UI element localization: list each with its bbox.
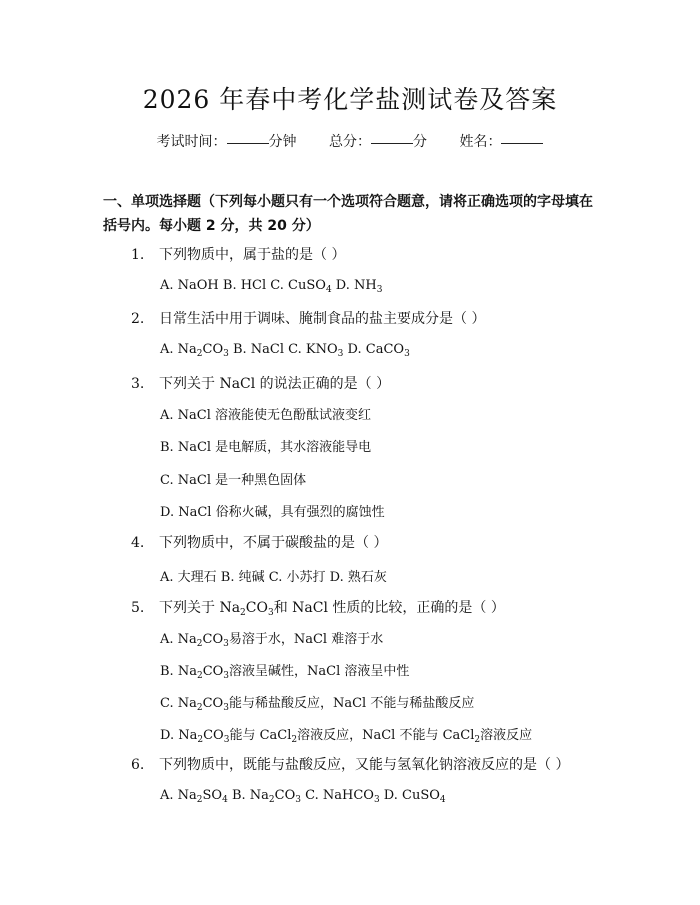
subscript: 4 xyxy=(325,285,332,295)
subscript: 2 xyxy=(196,671,203,681)
question-text: 下列物质中，不属于碳酸盐的是（ ） xyxy=(159,535,388,551)
question-text: 日常生活中用于调味、腌制食品的盐主要成分是（ ） xyxy=(159,311,486,327)
question-1 xyxy=(131,244,345,264)
subscript: 2 xyxy=(197,735,204,745)
subscript: 2 xyxy=(268,795,275,805)
question-number: 4. xyxy=(131,535,145,551)
question-3-option-a: A. NaCl 溶液能使无色酚酞试液变红 xyxy=(160,408,372,423)
question-4-options: A. 大理石 B. 纯碱 C. 小苏打 D. 熟石灰 xyxy=(160,570,387,585)
question-5 xyxy=(131,597,505,617)
question-3 xyxy=(131,373,390,393)
option-text: A. NaOH B. HCl C. CuSO xyxy=(160,278,326,293)
option-text: B. NaCl C. KNO xyxy=(228,342,338,357)
question-5-option-c xyxy=(160,692,474,711)
option-text: CO xyxy=(203,728,224,743)
option-text: 易溶于水，NaCl 难溶于水 xyxy=(228,632,384,647)
option-text: A. Na xyxy=(160,342,197,357)
subscript: 3 xyxy=(373,795,380,805)
subscript: 4 xyxy=(439,795,446,805)
score-unit: 分 xyxy=(413,134,427,150)
question-number: 6. xyxy=(131,757,145,773)
subscript: 3 xyxy=(223,703,229,713)
subscript: 2 xyxy=(240,608,246,618)
question-6 xyxy=(131,754,569,774)
name-blank[interactable] xyxy=(501,142,543,144)
option-text: 能与 CaCl xyxy=(229,728,292,743)
question-text: 和 NaCl 性质的比较，正确的是（ ） xyxy=(273,600,505,616)
question-text: 下列关于 NaCl 的说法正确的是（ ） xyxy=(159,376,391,392)
subscript: 2 xyxy=(196,703,203,713)
option-text: 能与稀盐酸反应，NaCl 不能与稀盐酸反应 xyxy=(228,696,475,711)
question-text: 下列物质中，属于盐的是（ ） xyxy=(159,247,346,263)
exam-time-field xyxy=(157,134,297,150)
option-text: D. CaCO xyxy=(343,342,405,357)
option-text: CO xyxy=(202,632,224,647)
time-blank[interactable] xyxy=(227,142,269,144)
option-text: 溶液反应，NaCl 不能与 CaCl xyxy=(297,728,475,743)
score-blank[interactable] xyxy=(371,142,413,144)
total-score-field xyxy=(329,134,427,150)
question-number: 2. xyxy=(131,311,145,327)
question-3-option-d: D. NaCl 俗称火碱，具有强烈的腐蚀性 xyxy=(160,505,385,520)
question-6-options xyxy=(160,788,446,803)
question-4 xyxy=(131,532,387,552)
subscript: 2 xyxy=(291,735,298,745)
option-text: A. Na xyxy=(160,788,197,803)
option-text: CO xyxy=(202,696,224,711)
option-text: CO xyxy=(202,664,224,679)
name-label: 姓名： xyxy=(459,134,502,150)
subscript: 3 xyxy=(267,608,274,618)
section-heading: 一、单项选择题（下列每小题只有一个选项符合题意，请将正确选项的字母填在括号内。每小题 2 分，共 20 分） xyxy=(103,194,593,234)
option-text: D. CuSO xyxy=(379,788,440,803)
question-text: CO xyxy=(245,600,268,616)
option-text: D. Na xyxy=(160,728,198,743)
subscript: 2 xyxy=(196,795,203,805)
question-text: 下列物质中，既能与盐酸反应，又能与氢氧化钠溶液反应的是（ ） xyxy=(159,757,570,773)
subscript: 3 xyxy=(223,639,229,649)
question-5-option-d xyxy=(160,724,532,743)
subscript: 3 xyxy=(337,349,344,359)
option-text: 溶液反应 xyxy=(480,728,533,743)
question-number: 3. xyxy=(131,376,145,392)
option-text: SO xyxy=(202,788,223,803)
question-5-option-a xyxy=(160,628,383,647)
subscript: 2 xyxy=(196,639,203,649)
question-5-option-b xyxy=(160,660,409,679)
subscript: 3 xyxy=(376,285,383,295)
question-1-options xyxy=(160,278,382,293)
exam-info-line xyxy=(0,131,700,151)
time-label: 考试时间： xyxy=(156,134,227,150)
question-2 xyxy=(131,308,485,328)
time-unit: 分钟 xyxy=(268,134,297,150)
subscript: 2 xyxy=(474,735,481,745)
question-number: 5. xyxy=(131,600,145,616)
subscript: 3 xyxy=(223,349,229,359)
score-label: 总分： xyxy=(329,134,371,150)
option-text: C. NaHCO xyxy=(300,788,374,803)
question-3-option-c: C. NaCl 是一种黑色固体 xyxy=(160,473,307,488)
question-2-options xyxy=(160,342,410,357)
option-text: C. Na xyxy=(160,696,197,711)
subscript: 3 xyxy=(404,349,410,359)
subscript: 3 xyxy=(223,735,230,745)
name-field xyxy=(459,134,543,150)
option-text: B. Na xyxy=(227,788,269,803)
question-3-option-b: B. NaCl 是电解质，其水溶液能导电 xyxy=(160,440,372,455)
subscript: 3 xyxy=(223,671,230,681)
option-text: D. NH xyxy=(331,278,377,293)
question-text: 下列关于 Na xyxy=(159,600,241,616)
page-title: 2026 年春中考化学盐测试卷及答案 xyxy=(142,85,558,114)
option-text: CO xyxy=(202,342,224,357)
option-text: CO xyxy=(274,788,296,803)
subscript: 3 xyxy=(295,795,301,805)
option-text: A. Na xyxy=(160,632,197,647)
option-text: 溶液呈碱性，NaCl 溶液呈中性 xyxy=(229,664,410,679)
subscript: 4 xyxy=(222,795,228,805)
question-number: 1. xyxy=(131,247,145,263)
option-text: B. Na xyxy=(160,664,197,679)
subscript: 2 xyxy=(196,349,203,359)
